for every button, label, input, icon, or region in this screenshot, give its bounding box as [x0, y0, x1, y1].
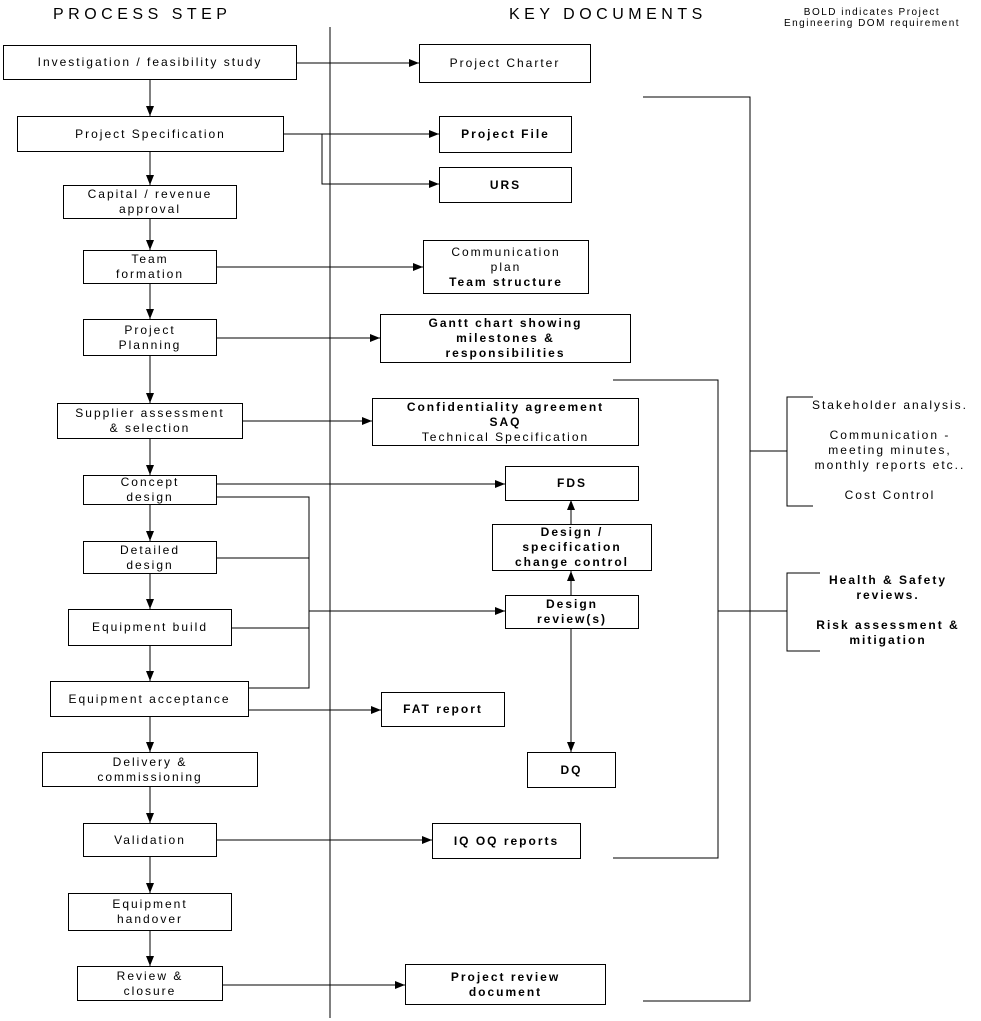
doc-label: Gantt chart showing — [428, 316, 583, 330]
doc-label: document — [468, 984, 543, 999]
side-note-line: meeting minutes, — [828, 443, 952, 457]
doc-dq — [527, 752, 616, 788]
doc-project-charter — [419, 44, 591, 83]
step-label: Supplier assessment — [75, 406, 225, 420]
doc-label: responsibilities — [445, 346, 566, 360]
side-note-line: Health & Safety — [828, 573, 948, 587]
doc-fds — [505, 466, 639, 501]
bold-legend-line-2: Engineering DOM requirement — [783, 18, 961, 29]
doc-design-reviews — [505, 595, 639, 629]
doc-label: Team structure — [449, 274, 563, 289]
step-investigation — [3, 45, 297, 80]
step-label: handover — [116, 912, 184, 926]
doc-label: review(s) — [536, 612, 608, 626]
step-label: Detailed — [119, 542, 181, 557]
step-equipment-handover — [68, 893, 232, 931]
step-delivery-commissioning — [42, 752, 258, 787]
doc-label: IQ OQ reports — [453, 833, 560, 848]
key-documents-header: KEY DOCUMENTS — [509, 6, 707, 23]
side-note-line: monthly reports etc.. — [814, 458, 966, 472]
step-label: formation — [115, 267, 185, 281]
bold-legend-note — [763, 7, 981, 29]
step-detailed-design — [83, 541, 217, 574]
side-note-line: Communication - — [829, 428, 951, 442]
bold-legend-line-1: BOLD indicates Project — [803, 7, 941, 18]
doc-label: Project Charter — [449, 56, 561, 70]
step-project-specification — [17, 116, 284, 152]
step-project-planning — [83, 319, 217, 356]
doc-confidentiality-agreement — [372, 398, 639, 446]
doc-label: Project review — [450, 969, 561, 984]
step-label: Project Specification — [75, 126, 226, 141]
doc-project-file — [439, 116, 572, 153]
doc-label: change control — [514, 555, 629, 569]
step-label: Capital / revenue — [87, 187, 213, 201]
doc-iq-oq-reports — [432, 823, 581, 859]
step-label: Team — [131, 252, 169, 266]
doc-label: Design / — [540, 525, 604, 539]
doc-label: DQ — [560, 762, 583, 777]
doc-label: Design — [545, 597, 598, 611]
doc-label: plan — [490, 259, 522, 274]
step-label: design — [126, 557, 174, 572]
doc-label: FAT report — [403, 702, 483, 716]
step-label: Validation — [114, 832, 186, 847]
step-label: Equipment acceptance — [68, 691, 231, 706]
step-label: closure — [123, 983, 177, 998]
step-validation — [83, 823, 217, 857]
doc-label: Project File — [461, 127, 550, 141]
step-label: Review & — [116, 968, 184, 983]
step-label: Concept — [120, 475, 180, 489]
doc-urs — [439, 167, 572, 203]
doc-label: Confidentiality agreement — [406, 399, 605, 414]
step-label: Equipment — [112, 897, 188, 911]
process-step-header: PROCESS STEP — [53, 6, 232, 23]
step-team-formation — [83, 250, 217, 284]
step-label: Delivery & — [112, 754, 188, 769]
step-capital-approval — [63, 185, 237, 219]
side-note-stakeholder — [790, 398, 981, 503]
doc-label: Communication — [451, 244, 561, 259]
step-review-closure — [77, 966, 223, 1001]
doc-label: FDS — [557, 476, 587, 490]
doc-label: specification — [522, 540, 622, 554]
doc-communication-plan — [423, 240, 589, 294]
side-note-line: reviews. — [856, 588, 920, 602]
step-label: commissioning — [97, 769, 203, 784]
step-label: & selection — [109, 421, 191, 435]
step-label: Equipment build — [91, 620, 209, 634]
step-equipment-acceptance — [50, 681, 249, 717]
doc-label: milestones & — [456, 331, 555, 345]
doc-gantt-chart — [380, 314, 631, 363]
step-label: approval — [118, 202, 182, 216]
side-note-line: Stakeholder analysis. — [811, 398, 969, 412]
step-label: Planning — [118, 337, 182, 352]
side-note-line: Cost Control — [844, 488, 936, 502]
doc-label: URS — [489, 177, 522, 192]
step-concept-design — [83, 475, 217, 505]
doc-label: Technical Specification — [421, 429, 590, 444]
step-equipment-build — [68, 609, 232, 646]
step-supplier-assessment — [57, 403, 243, 439]
side-note-health-safety — [790, 573, 981, 648]
doc-project-review — [405, 964, 606, 1005]
doc-change-control — [492, 524, 652, 571]
side-note-line: mitigation — [849, 633, 927, 647]
side-note-line: Risk assessment & — [816, 618, 960, 632]
doc-fat-report — [381, 692, 505, 727]
doc-label: SAQ — [489, 414, 522, 429]
step-label: Project — [124, 322, 176, 337]
step-label: Investigation / feasibility study — [37, 55, 263, 69]
step-label: design — [126, 490, 174, 504]
